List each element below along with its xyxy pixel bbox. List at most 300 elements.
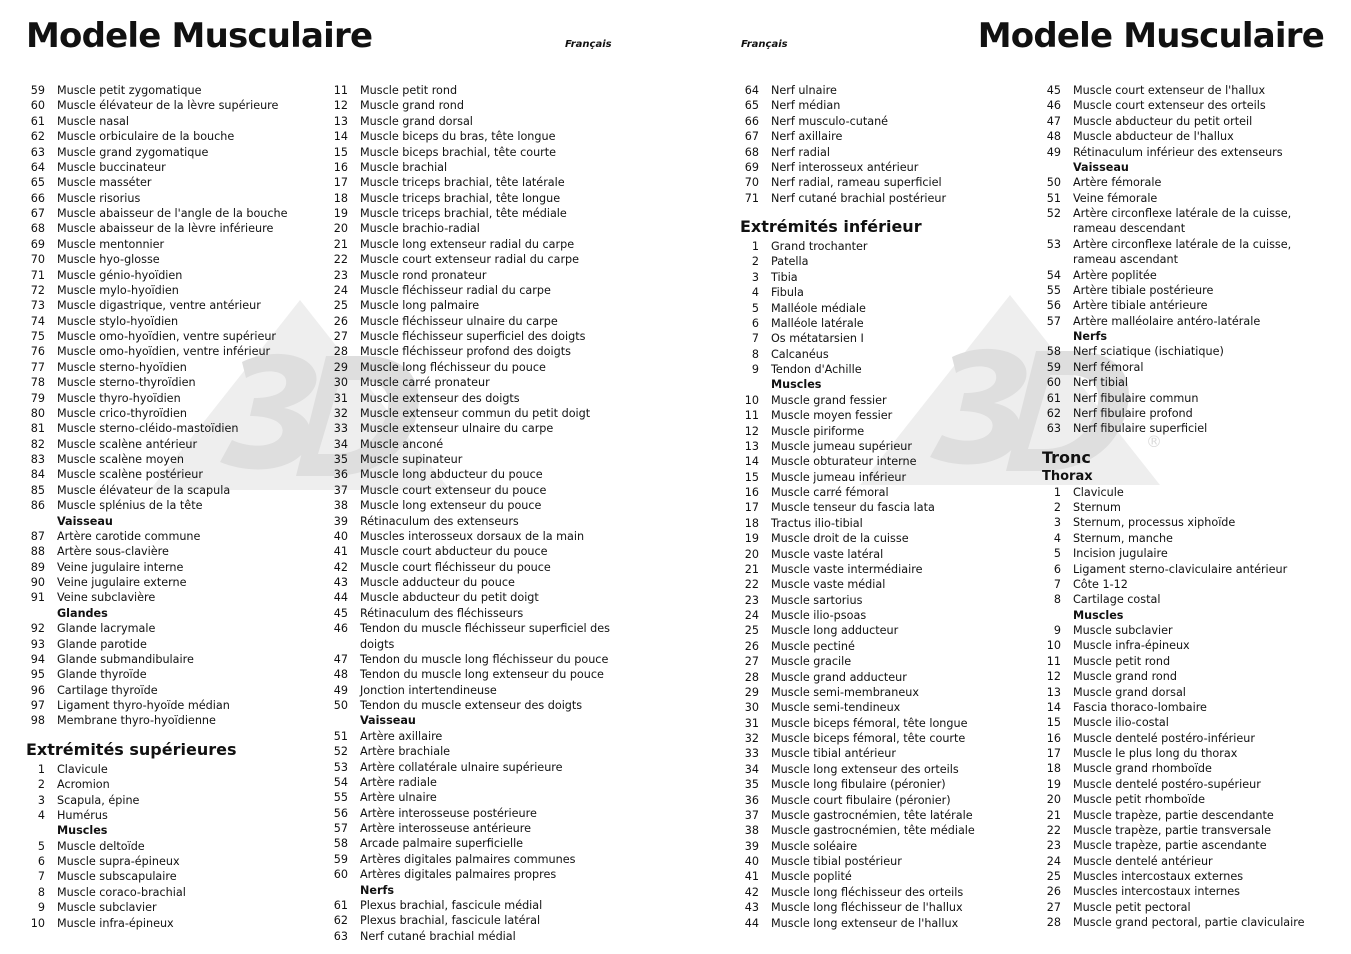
- item-label: Muscle court extenseur du pouce: [360, 483, 547, 497]
- list-item: [26, 483, 326, 498]
- item-number: 38: [744, 824, 759, 838]
- item-label: Muscle élévateur de la scapula: [57, 483, 231, 497]
- list-item: [329, 483, 629, 498]
- list-item: [329, 683, 629, 698]
- item-number: 36: [744, 793, 759, 807]
- item-label: Nerf radial, rameau superficiel: [771, 176, 942, 190]
- list-item: [1042, 546, 1342, 561]
- list-item: [1042, 838, 1342, 853]
- page-title-left: Modele Musculaire: [26, 16, 373, 56]
- list-item: [740, 439, 1040, 454]
- item-label: Muscle long abducteur du pouce: [360, 468, 543, 482]
- item-number: 58: [333, 837, 348, 851]
- list-item: [26, 762, 326, 777]
- item-label: Muscle dentelé postéro-supérieur: [1073, 777, 1261, 791]
- item-label: Muscle carré fémoral: [771, 486, 889, 499]
- item-number: 34: [333, 437, 348, 451]
- item-label: Muscle triceps brachial, tête latérale: [360, 176, 565, 190]
- item-label: Glande submandibulaire: [57, 652, 194, 666]
- item-label: Muscle soléaire: [771, 839, 858, 853]
- list-item: [329, 98, 629, 113]
- item-label: Nerf fémoral: [1073, 360, 1144, 374]
- item-number: 25: [333, 299, 348, 313]
- item-label: Artère circonflexe latérale de la cuisse,: [1073, 207, 1292, 220]
- item-number: 62: [30, 130, 45, 144]
- list-item: [26, 498, 326, 513]
- list-item: [26, 916, 326, 931]
- list-item: [26, 900, 326, 915]
- item-number: 28: [744, 670, 759, 684]
- item-number: 21: [333, 237, 348, 251]
- item-number: 30: [333, 376, 348, 390]
- list-item: [1042, 391, 1342, 406]
- item-number: 11: [744, 409, 759, 423]
- item-number: 11: [1046, 654, 1061, 668]
- item-label: Tendon d'Achille: [771, 363, 862, 376]
- item-number: 52: [1046, 207, 1061, 220]
- list-item: [740, 114, 1040, 129]
- list-item: [740, 762, 1040, 777]
- list-item: [329, 929, 629, 944]
- item-label: Muscle vaste latéral: [771, 547, 884, 561]
- list-item: [329, 544, 629, 559]
- item-label: Muscle piriforme: [771, 424, 865, 438]
- item-number: 76: [30, 345, 45, 359]
- item-number: 88: [30, 545, 45, 559]
- item-number: 72: [30, 283, 45, 297]
- list-item: [740, 731, 1040, 746]
- list-item: [1042, 731, 1342, 746]
- list-item: [26, 839, 326, 854]
- item-number: 65: [30, 176, 45, 190]
- list-item: [329, 437, 629, 452]
- item-label: Artère axillaire: [360, 729, 443, 743]
- subsection-label: Nerfs: [360, 883, 394, 897]
- subsection-label: Vaisseau: [360, 714, 416, 728]
- item-number: 86: [30, 499, 45, 513]
- item-number: 59: [333, 852, 348, 866]
- item-number: 34: [744, 762, 759, 776]
- list-item: [740, 393, 1040, 408]
- item-label: Muscle long fléchisseur du pouce: [360, 360, 546, 374]
- item-label: Nerf axillaire: [771, 130, 843, 144]
- list-item: [740, 454, 1040, 469]
- list-item: [740, 885, 1040, 900]
- item-label: Muscle infra-épineux: [1073, 639, 1190, 653]
- item-label: Muscle long extenseur de l'hallux: [771, 916, 959, 930]
- item-label: Muscle élévateur de la lèvre supérieure: [57, 99, 279, 113]
- item-label: Plexus brachial, fascicule médial: [360, 898, 543, 912]
- item-label: Artères digitales palmaires communes: [360, 852, 576, 866]
- item-number: 13: [744, 439, 759, 453]
- item-number: 98: [30, 714, 45, 728]
- list-item: [329, 221, 629, 236]
- item-label: Muscle long extenseur du pouce: [360, 499, 542, 513]
- item-label: Muscle biceps fémoral, tête courte: [771, 732, 966, 745]
- item-label: Rétinaculum inférieur des extenseurs: [1073, 145, 1283, 159]
- item-label: Muscle rond pronateur: [360, 268, 487, 282]
- item-number: 67: [30, 207, 45, 220]
- item-number: 13: [333, 114, 348, 128]
- list-item: [740, 670, 1040, 685]
- list-item: [26, 391, 326, 406]
- item-label: Artère sous-clavière: [57, 545, 169, 559]
- list-item: [329, 237, 629, 252]
- item-number: 30: [744, 701, 759, 715]
- language-label-left: Français: [565, 39, 612, 50]
- list-item: [26, 637, 326, 652]
- item-number: 33: [744, 747, 759, 761]
- list-item: [1042, 515, 1342, 530]
- list-item: [1042, 685, 1342, 700]
- item-number: 29: [744, 685, 759, 699]
- item-number: 68: [30, 222, 45, 236]
- item-number: 27: [333, 330, 348, 343]
- item-number: 10: [30, 916, 45, 930]
- item-label: Glande parotide: [57, 637, 147, 651]
- item-label: Muscle long fléchisseur de l'hallux: [771, 901, 963, 915]
- list-item: [26, 283, 326, 298]
- item-number: 60: [333, 868, 348, 882]
- item-label: Muscle pectiné: [771, 639, 855, 653]
- item-label: Muscle gracile: [771, 655, 852, 669]
- item-label: Muscle long extenseur des orteils: [771, 762, 959, 776]
- item-label: Cartilage thyroïde: [57, 683, 158, 697]
- list-item: [1042, 500, 1342, 515]
- item-number: 71: [30, 268, 45, 282]
- item-label: Nerf cutané brachial postérieur: [771, 191, 947, 205]
- item-number: 9: [1053, 624, 1061, 637]
- item-label: Muscle ilio-costal: [1073, 716, 1169, 730]
- item-number: 46: [333, 622, 348, 636]
- item-label: Muscle grand pectoral, partie claviculaire: [1073, 916, 1305, 930]
- list-item: [329, 421, 629, 436]
- item-number: 27: [744, 655, 759, 669]
- subsection-label: Muscles: [57, 824, 108, 838]
- item-label: Muscle orbiculaire de la bouche: [57, 130, 235, 144]
- list-item: [329, 898, 629, 913]
- item-label: Muscle deltoïde: [57, 839, 145, 853]
- list-item: [740, 160, 1040, 175]
- item-label: Muscle abducteur de l'hallux: [1073, 130, 1234, 144]
- item-number: 15: [333, 145, 348, 159]
- item-number: 56: [1046, 299, 1061, 313]
- item-label: Muscle moyen fessier: [771, 409, 893, 423]
- list-item: [26, 191, 326, 206]
- item-number: 16: [333, 160, 348, 174]
- list-item: [1042, 406, 1342, 421]
- item-label: Muscle vaste intermédiaire: [771, 562, 923, 576]
- item-number: 16: [744, 486, 759, 499]
- list-item: [329, 575, 629, 590]
- subsection-label: Muscles: [1073, 608, 1124, 622]
- list-item: [329, 560, 629, 575]
- list-item: [740, 83, 1040, 98]
- item-number: 28: [1046, 916, 1061, 930]
- item-label: Artère fémorale: [1073, 176, 1162, 190]
- item-number: 5: [37, 839, 45, 853]
- list-item: [329, 744, 629, 759]
- item-label: Artère circonflexe latérale de la cuisse,: [1073, 237, 1292, 251]
- item-label: Muscle grand adducteur: [771, 670, 907, 684]
- item-label: Muscle fléchisseur profond des doigts: [360, 345, 571, 359]
- item-label: Muscle grand zygomatique: [57, 145, 209, 159]
- list-item: [26, 529, 326, 544]
- item-label: Muscle grand fessier: [771, 393, 887, 407]
- item-label: Muscle splénius de la tête: [57, 499, 203, 513]
- list-item: [1042, 129, 1342, 144]
- list-item: [26, 698, 326, 713]
- item-label: Muscle omo-hyoïdien, ventre supérieur: [57, 330, 277, 343]
- item-number: 69: [30, 237, 45, 251]
- item-number: 53: [333, 760, 348, 774]
- list-item: [329, 160, 629, 175]
- item-number: 26: [744, 639, 759, 653]
- item-label: Patella: [771, 255, 809, 269]
- item-label: Muscle semi-tendineux: [771, 701, 901, 715]
- list-item: [329, 836, 629, 851]
- item-label: Nerf ulnaire: [771, 84, 837, 97]
- item-number: 22: [1046, 823, 1061, 837]
- item-label: Muscle droit de la cuisse: [771, 532, 909, 546]
- item-label: Muscle nasal: [57, 114, 130, 128]
- item-label: Muscle petit rond: [360, 84, 458, 97]
- item-label: Muscle coraco-brachial: [57, 885, 186, 899]
- item-number: 4: [1053, 531, 1061, 545]
- item-label: Artère collatérale ulnaire supérieure: [360, 760, 563, 774]
- item-number: 19: [1046, 777, 1061, 791]
- list-item: [740, 470, 1040, 485]
- item-label: Muscle brachio-radial: [360, 222, 480, 236]
- item-number: 22: [744, 578, 759, 592]
- list-item: [329, 760, 629, 775]
- item-label: Tibia: [771, 270, 798, 284]
- list-item: [740, 285, 1040, 300]
- item-label: Muscle long fibulaire (péronier): [771, 778, 946, 792]
- list-item: [26, 560, 326, 575]
- list-item: [329, 529, 629, 544]
- list-item: [26, 575, 326, 590]
- list-item: [1042, 191, 1342, 206]
- item-number: 52: [333, 745, 348, 759]
- item-number: 26: [333, 314, 348, 328]
- item-number: 44: [333, 591, 348, 605]
- item-number: 1: [37, 762, 45, 776]
- list-item: [1042, 114, 1342, 129]
- column-3: [740, 83, 1040, 931]
- item-number: 23: [1046, 839, 1061, 853]
- list-item: [740, 793, 1040, 808]
- item-number: 54: [333, 775, 348, 789]
- item-label: Artère tibiale postérieure: [1073, 283, 1214, 297]
- list-item: [329, 467, 629, 482]
- item-label: Nerf interosseux antérieur: [771, 160, 919, 174]
- list-item: [740, 547, 1040, 562]
- list-item: [740, 623, 1040, 638]
- item-number: 84: [30, 468, 45, 482]
- item-number: 5: [751, 301, 759, 315]
- item-number: 2: [751, 255, 759, 269]
- item-number: 68: [744, 145, 759, 159]
- item-number: 42: [333, 560, 348, 574]
- item-number: 36: [333, 468, 348, 482]
- list-item: [329, 206, 629, 221]
- list-item: [26, 268, 326, 283]
- item-number: 87: [30, 529, 45, 543]
- list-item: [329, 114, 629, 129]
- item-label: Muscle brachial: [360, 160, 448, 174]
- list-item: [1042, 715, 1342, 730]
- item-number: 79: [30, 391, 45, 405]
- item-number: 18: [744, 516, 759, 530]
- item-label: Muscle triceps brachial, tête médiale: [360, 207, 567, 220]
- item-number: 64: [744, 84, 759, 97]
- item-number: 14: [744, 455, 759, 469]
- item-label: Muscle biceps fémoral, tête longue: [771, 716, 968, 730]
- item-label: doigts: [360, 637, 395, 651]
- column-2: [329, 83, 629, 944]
- item-number: 15: [1046, 716, 1061, 730]
- item-label: Muscle scalène postérieur: [57, 468, 203, 482]
- item-number: 9: [37, 901, 45, 915]
- item-label: Muscle sterno-thyroïdien: [57, 376, 196, 390]
- item-number: 23: [744, 593, 759, 607]
- item-label: Os métatarsien I: [771, 332, 864, 346]
- item-label: Cartilage costal: [1073, 593, 1161, 607]
- item-label: Tendon du muscle extenseur des doigts: [360, 699, 583, 712]
- list-item: [1042, 344, 1342, 359]
- list-item: [329, 621, 629, 636]
- list-item: [1042, 98, 1342, 113]
- item-label: Tendon du muscle long extenseur du pouce: [360, 668, 604, 682]
- item-label: Plexus brachial, fascicule latéral: [360, 914, 541, 928]
- item-label: Sternum: [1073, 501, 1121, 514]
- item-label: Fibula: [771, 286, 804, 300]
- list-item: [1042, 592, 1342, 607]
- item-number: 42: [744, 885, 759, 899]
- item-label: Muscle crico-thyroïdien: [57, 406, 187, 420]
- item-number: 10: [744, 393, 759, 407]
- list-item: [329, 191, 629, 206]
- list-item: [1042, 869, 1342, 884]
- item-number: 53: [1046, 237, 1061, 251]
- item-number: 37: [744, 808, 759, 822]
- list-item: [740, 347, 1040, 362]
- list-item: [26, 854, 326, 869]
- list-item: [740, 531, 1040, 546]
- list-item: [1042, 206, 1342, 221]
- list-item: [329, 283, 629, 298]
- item-number: 43: [744, 901, 759, 915]
- item-number: 25: [1046, 870, 1061, 883]
- item-number: 67: [744, 130, 759, 144]
- item-label: Artère carotide commune: [57, 529, 201, 543]
- item-number: 64: [30, 160, 45, 174]
- list-item: [1042, 700, 1342, 715]
- item-label: Muscle petit rond: [1073, 654, 1171, 668]
- list-item: [26, 175, 326, 190]
- item-label: Ligament thyro-hyoïde médian: [57, 699, 230, 712]
- list-item: [329, 406, 629, 421]
- list-item: [329, 667, 629, 682]
- item-number: 24: [744, 609, 759, 622]
- item-number: 32: [333, 406, 348, 420]
- list-item: [26, 421, 326, 436]
- item-number: 43: [333, 576, 348, 589]
- item-label: Muscle petit pectoral: [1073, 900, 1191, 914]
- item-number: 20: [333, 222, 348, 236]
- item-label: Muscle grand dorsal: [360, 114, 473, 128]
- list-item: [1042, 746, 1342, 761]
- item-number: 55: [1046, 283, 1061, 297]
- list-item: [740, 500, 1040, 515]
- list-item: [26, 544, 326, 559]
- list-item: [329, 314, 629, 329]
- item-number: 82: [30, 437, 45, 451]
- item-number: 2: [37, 778, 45, 792]
- item-label: Muscle sterno-hyoïdien: [57, 360, 187, 374]
- item-number: 31: [744, 716, 759, 730]
- item-number: 7: [1053, 577, 1061, 591]
- item-number: 91: [30, 591, 45, 605]
- item-number: 8: [37, 885, 45, 899]
- list-item: [1042, 654, 1342, 669]
- item-label: Muscle court extenseur des orteils: [1073, 99, 1266, 113]
- item-label: Muscle infra-épineux: [57, 916, 174, 930]
- item-label: Fascia thoraco-lombaire: [1073, 700, 1207, 714]
- list-item: [1042, 421, 1342, 436]
- item-number: 56: [333, 806, 348, 820]
- list-item: [1042, 777, 1342, 792]
- list-item: [329, 145, 629, 160]
- item-label: Scapula, épine: [57, 793, 140, 807]
- item-number: 3: [37, 793, 45, 807]
- item-label: Artère ulnaire: [360, 791, 437, 805]
- item-number: 50: [333, 699, 348, 712]
- list-item: [26, 114, 326, 129]
- list-item: [26, 885, 326, 900]
- item-number: 58: [1046, 345, 1061, 359]
- subsection-label: Glandes: [57, 606, 108, 620]
- list-item: [1042, 314, 1342, 329]
- item-number: 49: [1046, 145, 1061, 159]
- list-item: [26, 590, 326, 605]
- item-label: Veine jugulaire externe: [57, 576, 187, 589]
- item-number: 15: [744, 470, 759, 484]
- list-item: [1042, 577, 1342, 592]
- item-number: 55: [333, 791, 348, 805]
- language-label-right: Français: [741, 39, 788, 50]
- item-number: 47: [1046, 114, 1061, 128]
- item-label: Muscle supinateur: [360, 453, 463, 466]
- list-item: [329, 329, 629, 344]
- item-label: Muscle grand dorsal: [1073, 685, 1186, 699]
- item-label: Tractus ilio-tibial: [771, 516, 863, 530]
- item-label: Muscle sartorius: [771, 593, 863, 607]
- list-item: [740, 900, 1040, 915]
- item-number: 80: [30, 406, 45, 420]
- item-label: Muscle scalène moyen: [57, 453, 184, 466]
- item-number: 40: [333, 529, 348, 543]
- item-label: Veine fémorale: [1073, 191, 1158, 205]
- list-item: [1042, 298, 1342, 313]
- item-label: Muscle court extenseur de l'hallux: [1073, 84, 1266, 97]
- item-label: Muscle ilio-psoas: [771, 609, 867, 622]
- item-label: Artère radiale: [360, 775, 437, 789]
- item-label: Muscle long adducteur: [771, 624, 899, 638]
- list-item: [26, 83, 326, 98]
- section-heading: Extrémités supérieures: [26, 739, 237, 759]
